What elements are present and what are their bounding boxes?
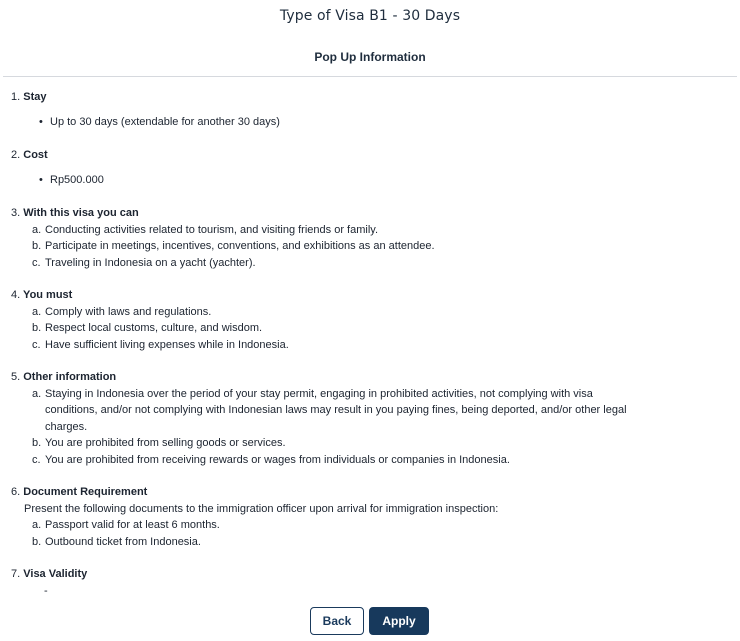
section-title: You must <box>23 289 73 301</box>
action-bar <box>0 607 740 635</box>
list-item <box>11 517 731 534</box>
item-letter: c. <box>32 256 41 269</box>
section-number: 3. <box>11 207 21 219</box>
section-obligations <box>11 287 731 369</box>
section-heading <box>11 287 731 304</box>
section-cost <box>11 147 731 200</box>
lettered-list <box>11 304 731 354</box>
item-text: Staying in Indonesia over the period of your stay permit, engaging in prohibited activities, not complying with visa conditions, and/or not complying with Indonesian laws may result in you paying fines, being deported, and/or other legal charges. <box>45 387 627 433</box>
bullet-list <box>11 172 731 189</box>
back-button[interactable]: Back <box>310 607 364 635</box>
section-heading <box>11 205 731 222</box>
section-heading <box>11 369 731 386</box>
item-letter: a. <box>32 387 42 400</box>
section-intro: Present the following documents to the immigration officer upon arrival for immigration inspection: <box>24 502 499 515</box>
item-text: Traveling in Indonesia on a yacht (yachter). <box>45 256 256 269</box>
list-item <box>11 320 731 337</box>
item-text: Respect local customs, culture, and wisdom. <box>45 322 263 334</box>
section-heading <box>11 484 731 501</box>
list-item <box>11 534 731 551</box>
section-document-requirement <box>11 484 731 566</box>
section-stay <box>11 89 731 142</box>
section-heading <box>11 89 731 106</box>
item-letter: a. <box>32 223 42 236</box>
lettered-list <box>11 386 731 469</box>
section-number: 6. <box>11 486 21 498</box>
lettered-list <box>11 517 731 550</box>
list-item <box>11 222 731 239</box>
item-letter: b. <box>32 437 42 449</box>
list-item <box>11 238 731 255</box>
item-letter: a. <box>32 519 42 531</box>
item-letter: c. <box>32 338 41 351</box>
section-heading <box>11 566 731 583</box>
list-item: • Up to 30 days (extendable for another 30 days) <box>11 114 731 131</box>
section-title: Cost <box>23 149 48 161</box>
list-item <box>11 435 636 452</box>
lettered-list <box>11 222 731 272</box>
item-letter: b. <box>32 535 42 548</box>
section-heading <box>11 147 731 164</box>
section-number: 7. <box>11 568 21 580</box>
item-text: Outbound ticket from Indonesia. <box>45 535 201 548</box>
item-text: You are prohibited from selling goods or services. <box>45 437 286 449</box>
section-other-information <box>11 369 731 484</box>
section-permitted-activities <box>11 205 731 287</box>
section-title: Other information <box>23 371 117 383</box>
item-letter: b. <box>32 322 42 334</box>
list-item <box>11 337 731 354</box>
section-title: With this visa you can <box>23 207 139 219</box>
list-item <box>11 386 636 436</box>
item-text: Passport valid for at least 6 months. <box>45 519 220 531</box>
item-letter: c. <box>32 453 41 466</box>
item-text: Participate in meetings, incentives, conventions, and exhibitions as an attendee. <box>45 240 435 252</box>
list-item <box>11 255 731 272</box>
item-text: Conducting activities related to tourism, and visiting friends or family. <box>45 223 378 236</box>
bullet-list <box>11 114 731 131</box>
list-item: • Rp500.000 <box>11 172 731 189</box>
popup-subtitle: Pop Up Information <box>314 50 426 64</box>
list-item <box>11 304 731 321</box>
section-number: 2. <box>11 149 21 161</box>
section-title: Visa Validity <box>23 568 88 580</box>
section-number: 4. <box>11 289 21 301</box>
section-number: 5. <box>11 371 21 383</box>
list-item <box>11 452 636 469</box>
section-title: Stay <box>23 91 47 103</box>
section-title: Document Requirement <box>23 486 148 498</box>
item-letter: a. <box>32 305 42 318</box>
page-title: Type of Visa B1 - 30 Days <box>279 8 461 24</box>
header-divider <box>3 76 737 77</box>
item-text: Have sufficient living expenses while in Indonesia. <box>45 338 289 351</box>
item-text: You are prohibited from receiving rewards or wages from individuals or companies in Indonesia. <box>45 453 510 466</box>
section-visa-validity <box>11 566 731 599</box>
apply-button[interactable]: Apply <box>369 607 429 635</box>
item-letter: b. <box>32 240 42 252</box>
validity-value: - <box>44 584 48 597</box>
item-text: Comply with laws and regulations. <box>45 305 212 318</box>
visa-info-content <box>11 89 731 599</box>
section-number: 1. <box>11 91 21 103</box>
